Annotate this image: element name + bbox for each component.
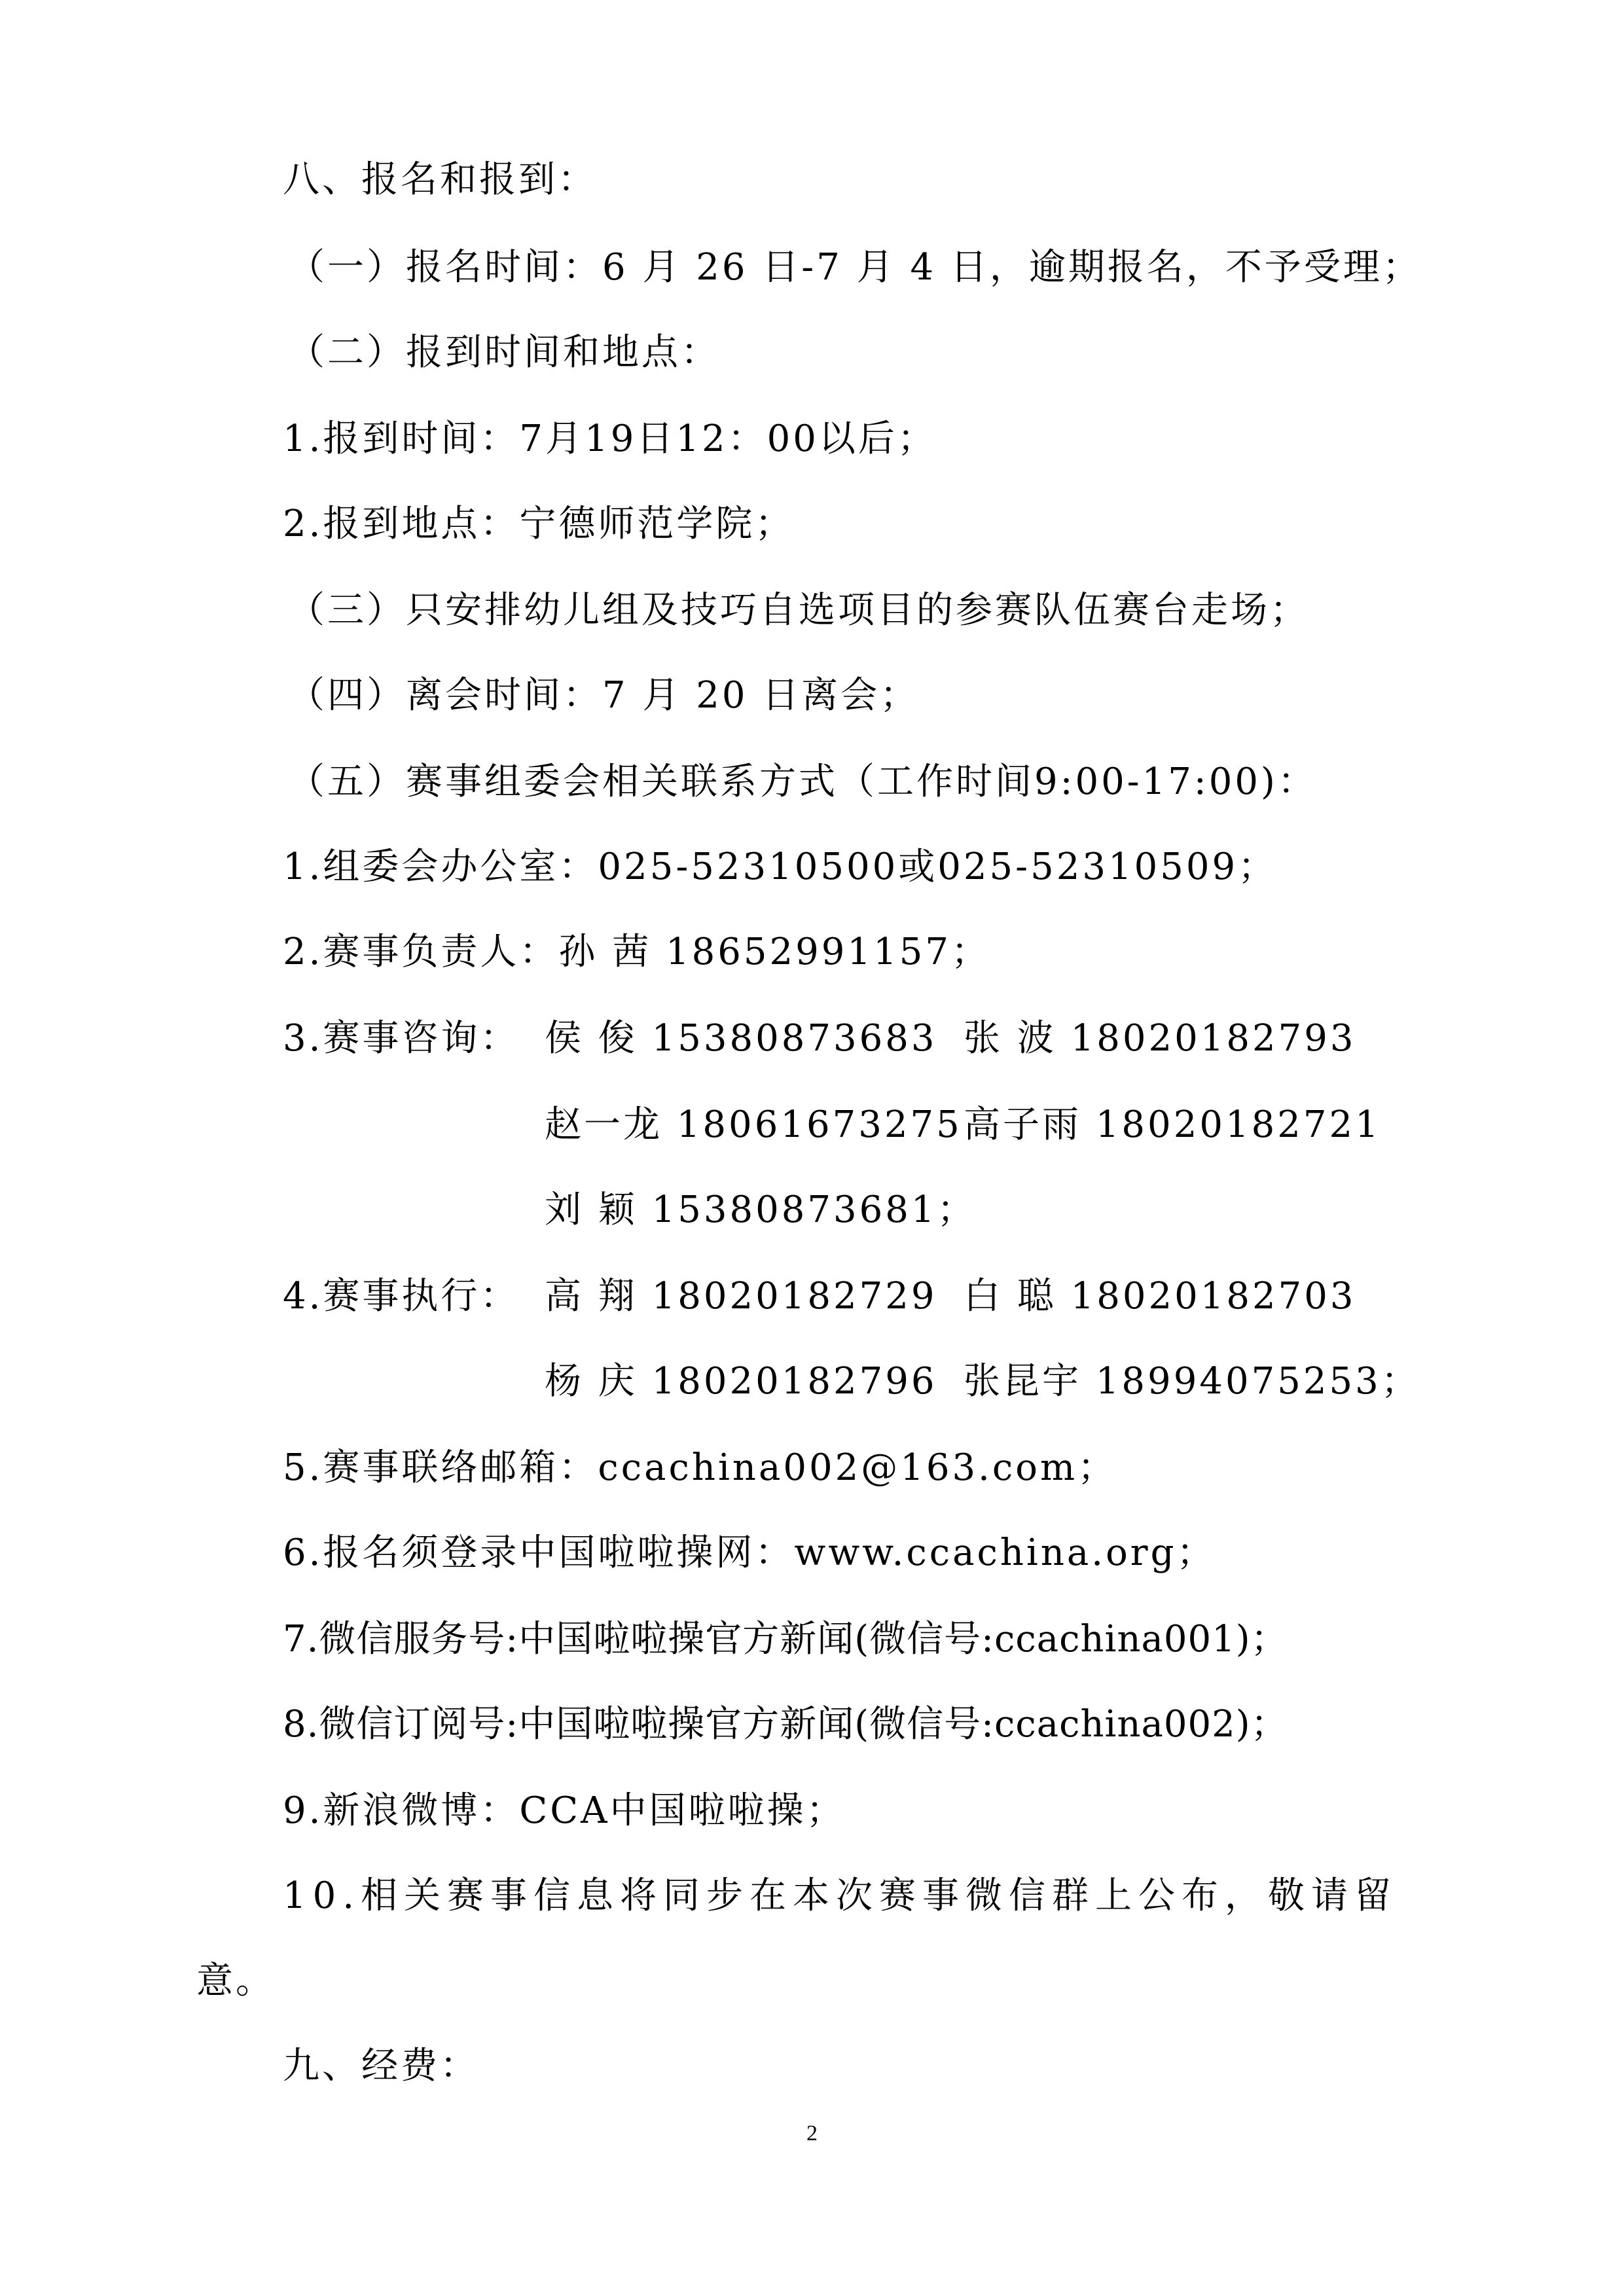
exec-contact: 白 聪 18020182703 — [964, 1275, 1356, 1318]
registration-website: 6.报名须登录中国啦啦操网：www.ccachina.org； — [283, 1532, 1216, 1574]
consult-contact: 赵一龙 18061673275 — [545, 1103, 962, 1146]
page-number: 2 — [806, 2121, 818, 2145]
exec-label: 4.赛事执行： — [283, 1275, 520, 1318]
contacts-heading: （五）赛事组委会相关联系方式（工作时间9:00-17:00)： — [288, 761, 1317, 803]
wechat-group-notice-line-1: 10.相关赛事信息将同步在本次赛事微信群上公布，敬请留 — [283, 1874, 1398, 1917]
exec-contact: 张昆宇 18994075253； — [964, 1360, 1420, 1403]
registration-time: （一）报名时间：6 月 26 日-7 月 4 日，逾期报名，不予受理； — [288, 246, 1422, 289]
exec-row — [283, 1274, 1461, 1319]
contact-email: 5.赛事联络邮箱：ccachina002@163.com； — [283, 1446, 1117, 1489]
check-in-time: 1.报到时间：7月19日12：00以后； — [283, 418, 937, 460]
section-8-heading: 八、报名和报到： — [283, 158, 597, 201]
exec-row — [283, 1359, 1461, 1405]
check-in-heading: （二）报到时间和地点： — [288, 331, 720, 374]
consult-row — [283, 1187, 1396, 1233]
stage-walkthrough-note: （三）只安排幼儿组及技巧自选项目的参赛队伍赛台走场； — [288, 589, 1309, 632]
consult-row — [283, 1016, 1396, 1062]
consult-label: 3.赛事咨询： — [283, 1017, 520, 1060]
consult-contact: 高子雨 18020182721 — [964, 1103, 1381, 1146]
consult-row — [283, 1102, 1396, 1148]
wechat-subscription-account: 8.微信订阅号:中国啦啦操官方新闻(微信号:ccachina002)； — [283, 1703, 1288, 1746]
weibo-account: 9.新浪微博：CCA中国啦啦操； — [283, 1789, 846, 1832]
wechat-group-notice-line-2: 意。 — [196, 1960, 275, 2002]
office-contact: 1.组委会办公室：025-52310500或025-52310509； — [283, 846, 1278, 888]
exec-contact: 高 翔 18020182729 — [545, 1275, 937, 1318]
consult-contact: 刘 颖 15380873681； — [545, 1189, 977, 1231]
manager-contact: 2.赛事负责人：孙 茜 18652991157； — [283, 931, 990, 973]
section-9-heading: 九、经费： — [283, 2045, 479, 2087]
exec-contact: 杨 庆 18020182796 — [545, 1360, 937, 1403]
consult-contact: 侯 俊 15380873683 — [545, 1017, 937, 1060]
wechat-service-account: 7.微信服务号:中国啦啦操官方新闻(微信号:ccachina001)； — [283, 1618, 1288, 1660]
consult-contact: 张 波 18020182793 — [964, 1017, 1356, 1060]
departure-time: （四）离会时间：7 月 20 日离会； — [288, 674, 920, 717]
check-in-location: 2.报到地点：宁德师范学院； — [283, 503, 795, 545]
